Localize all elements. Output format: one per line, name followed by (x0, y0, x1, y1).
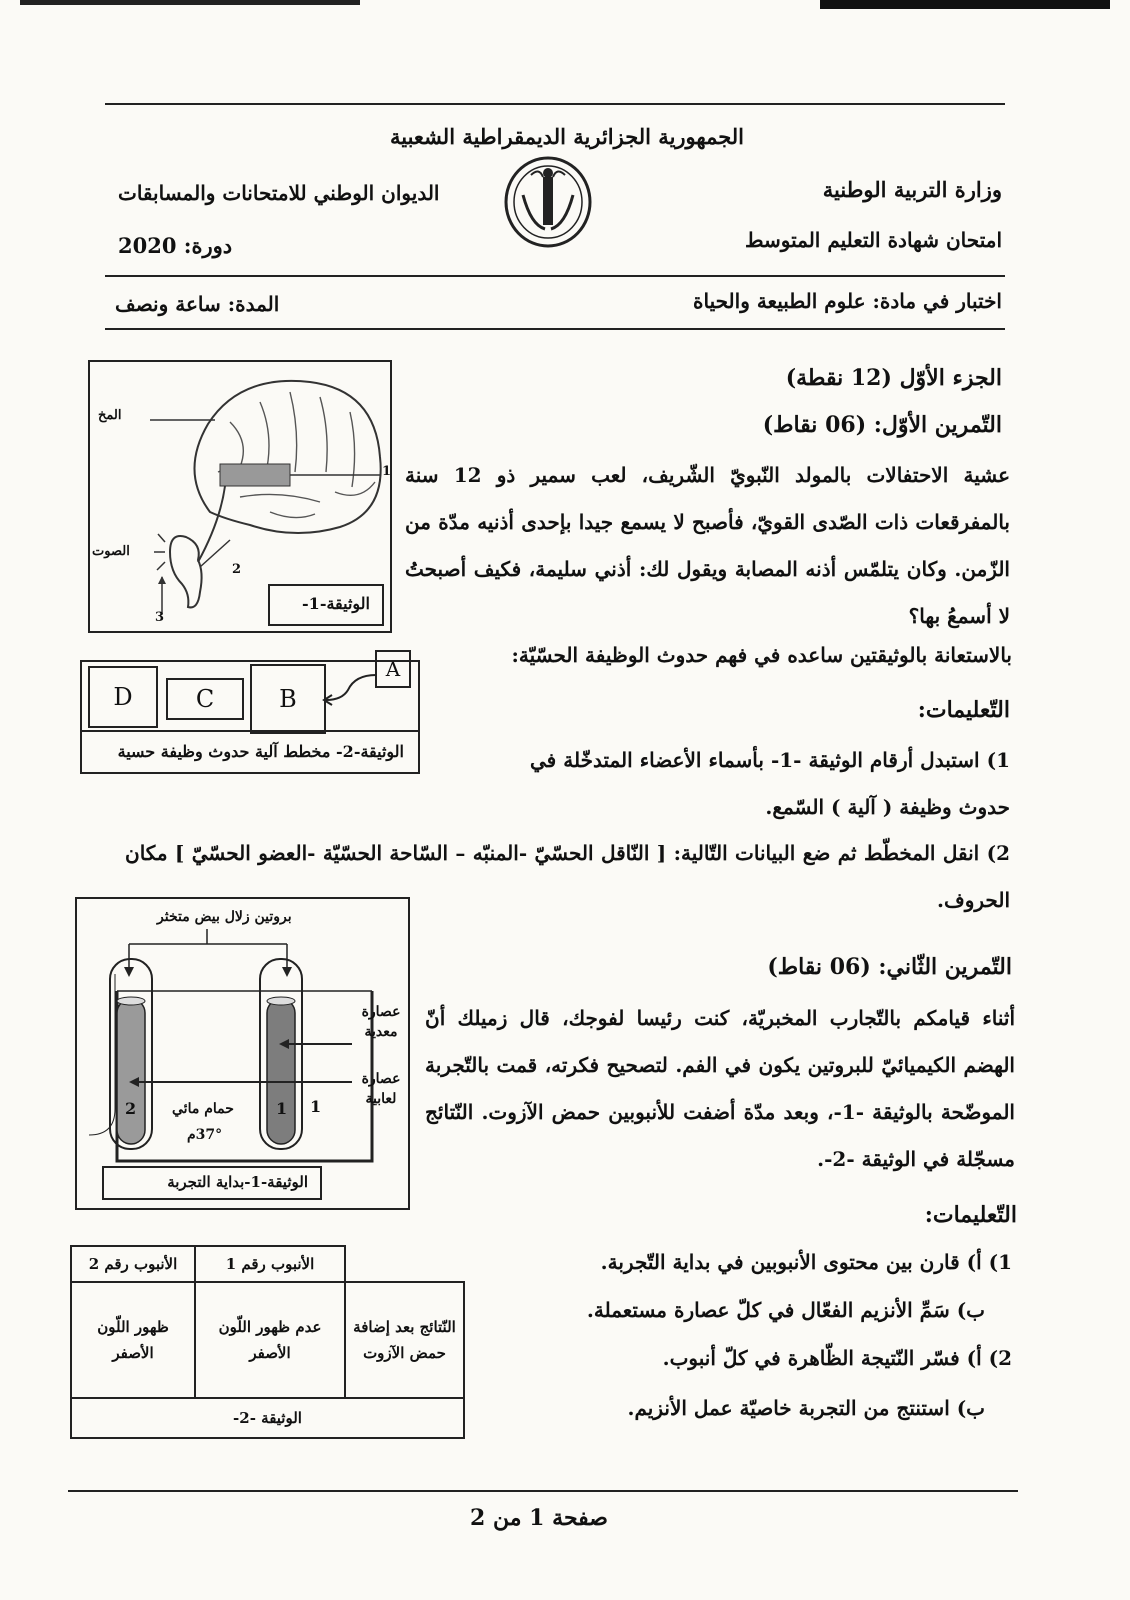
label-sound: الصوت (92, 544, 130, 559)
exercise2-question-2a: 2) أ) فسّر النّتيجة الظّاهرة في كلّ أنبوب. (662, 1346, 1012, 1370)
header-top-rule (105, 103, 1005, 105)
label-number-2: 2 (232, 562, 242, 577)
page-number: صفحة 1 من 2 (470, 1505, 608, 1531)
exercise1-intro: بالاستعانة بالوثيقتين ساعده في فهم حدوث الوظيفة الحسّيّة: (511, 643, 1012, 667)
table-row (71, 1282, 464, 1398)
test-tube-experiment (75, 897, 410, 1210)
ministry-name: وزارة التربية الوطنية (822, 177, 1002, 202)
table-caption: الوثيقة -2- (71, 1398, 464, 1438)
doc1-ex2-caption-box (102, 1166, 322, 1200)
exercise1-instructions-label: التّعليمات: (917, 697, 1010, 723)
label-brain: المخ (98, 408, 122, 423)
table-cell-tube-2: ظهور اللّون الأصفر (71, 1282, 195, 1398)
exercise2-instructions-label: التّعليمات: (924, 1202, 1017, 1228)
exercise1-question-1: 1) استبدل أرقام الوثيقة -1- بأسماء الأعضاء المتدخّلة في حدوث وظيفة ( آلية ) السّمع. (530, 748, 1010, 819)
header-rule-bottom (105, 328, 1005, 330)
tube-2-number: 2 (125, 1099, 137, 1118)
diagram-box-b: B (250, 664, 326, 734)
exercise2-question-1b: ب) سَمِّ الأنزيم الفعّال في كلّ عصارة مستعملة. (586, 1298, 985, 1322)
doc2-caption: الوثيقة-2- مخطط آلية حدوث وظيفة حسية (117, 742, 404, 761)
session-year: دورة: 2020 (118, 233, 233, 258)
scan-top-edge (0, 0, 1130, 10)
part1-title: الجزء الأوّل (12 نقطة) (785, 365, 1002, 391)
republic-title: الجمهورية الجزائرية الديمقراطية الشعبية (390, 124, 745, 149)
exam-office-name: الديوان الوطني للامتحانات والمسابقات (118, 181, 440, 205)
label-saliva: عصارة لعابية (361, 1071, 401, 1107)
table-row (71, 1398, 464, 1438)
table-header-tube-1: الأنبوب رقم 1 (195, 1246, 345, 1282)
exercise2-title: التّمرين الثّاني: (06 نقاط) (767, 954, 1012, 980)
exercise1-text: عشية الاحتفالات بالمولد النّبويّ الشّريف، لعب سمير ذو 12 سنة بالمفرقعات ذات الصّدى القويّ، فأصبح لا يسمع جيدا بإحدى أذنيه مدّة من الزّمن. وكان يتلمّس أذنه المصابة ويقول لك: أذني سليمة، فكيف أصبحتُ لا أسمعُ بها؟ (405, 463, 1011, 628)
exercise2-question-2b: ب) استنتج من التجربة خاصيّة عمل الأنزيم. (627, 1396, 985, 1420)
doc1-caption-box (268, 584, 384, 626)
table-cell-tube-1: عدم ظهور اللّون الأصفر (195, 1282, 345, 1398)
doc1-ex2-caption: الوثيقة-1-بداية التجربة (167, 1173, 308, 1191)
diagram-box-d: D (88, 666, 158, 728)
footer-rule (68, 1490, 1018, 1492)
label-number-1: 1 (382, 464, 392, 479)
exercise2-text: أثناء قيامكم بالتّجارب المخبريّة، كنت رئيسا لفوجك، قال زميلك أنّ الهضم الكيميائيّ للبروتين يكون في الفم. لتصحيح فكرته، قمت بالتّجربة الموضّحة بالوثيقة -1-، وبعد مدّة أضفت للأنبوبين حمض الآزوت. النّتائج مسجّلة في الوثيقة -2-. (425, 1006, 1015, 1171)
subject-line: اختبار في مادة: علوم الطبيعة والحياة (693, 289, 1002, 313)
exercise2-question-1a: 1) أ) قارن بين محتوى الأنبوبين في بداية التّجربة. (600, 1250, 1012, 1274)
duration-line: المدة: ساعة ونصف (115, 292, 280, 316)
table-header-empty (345, 1246, 464, 1282)
diagram-caption-rule (82, 730, 418, 732)
diagram-box-a: A (375, 650, 411, 688)
national-emblem (503, 155, 593, 250)
tube-1-number: 1 (276, 1099, 288, 1118)
doc1-caption: الوثيقة-1- (302, 594, 370, 613)
exercise1-question-2: 2) انقل المخطّط ثم ضع البيانات التّالية: [ النّاقل الحسّيّ -المنبّه – السّاحة الحسّيّة -العضو الحسّيّ ] مكان الحروف. (125, 841, 1010, 912)
label-water-bath: حمام مائي (172, 1101, 234, 1117)
exam-title: امتحان شهادة التعليم المتوسط (745, 228, 1002, 252)
label-coagulated-protein: بروتين زلال بيض متخثر (157, 909, 292, 925)
label-number-3: 3 (155, 610, 165, 625)
header-rule-middle (105, 275, 1005, 277)
tube-1-side-label: 1 (310, 1097, 322, 1116)
ear-brain-figure (88, 360, 392, 633)
table-row (71, 1246, 464, 1282)
diagram-box-c: C (166, 678, 244, 720)
table-header-tube-2: الأنبوب رقم 2 (71, 1246, 195, 1282)
label-temperature: 37°م (187, 1127, 223, 1143)
label-gastric-juice: عصارة معدية (361, 1004, 401, 1040)
exercise1-title: التّمرين الأوّل: (06 نقاط) (762, 412, 1002, 438)
results-table (70, 1245, 465, 1439)
table-row-label: النّتائج بعد إضافة حمض الآزوت (345, 1282, 464, 1398)
